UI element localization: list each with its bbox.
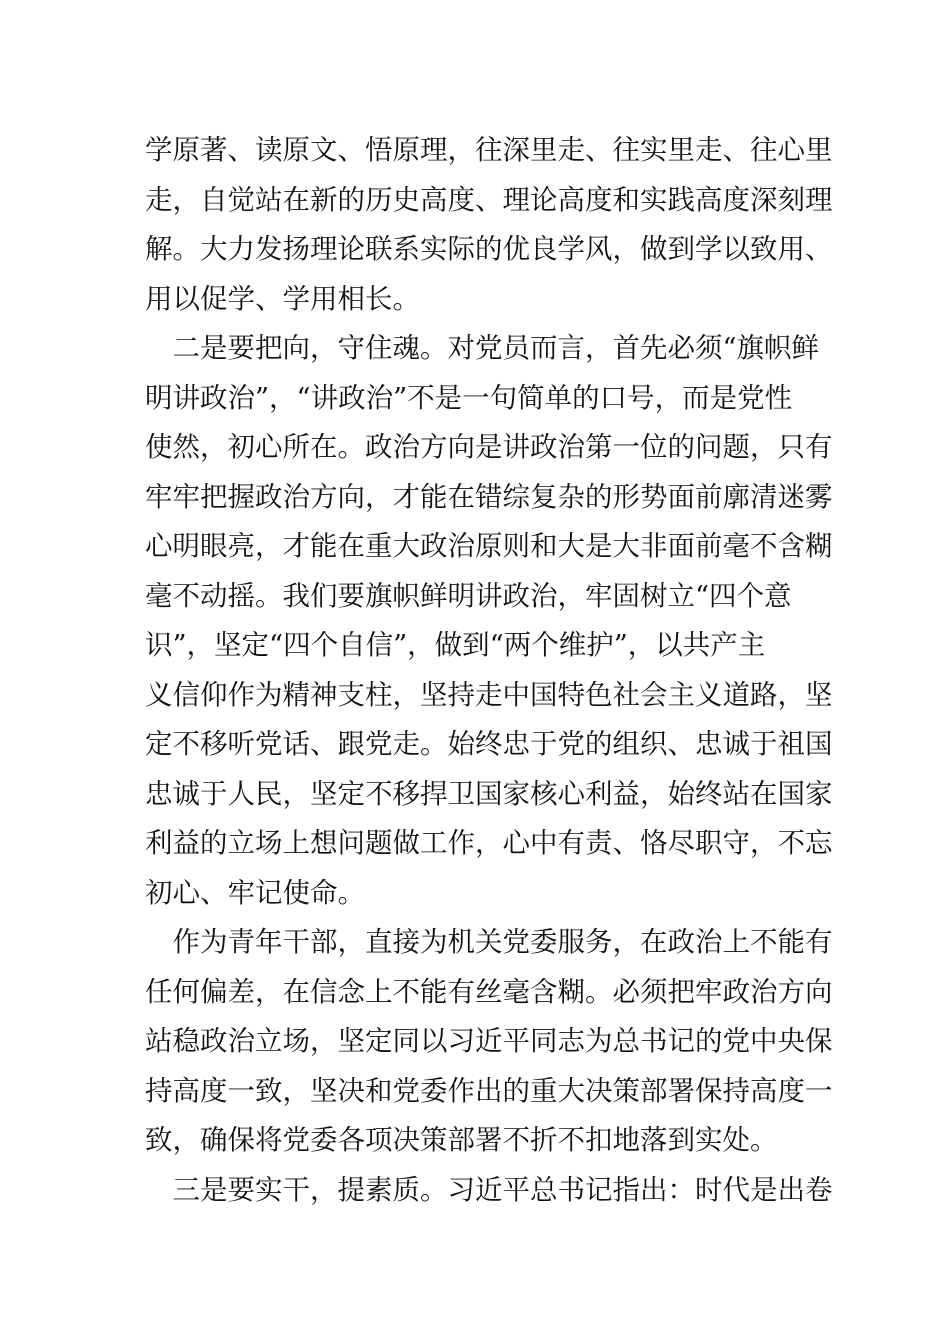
- text-line: 牢牢把握政治方向，才能在错综复杂的形势面前廓清迷雾: [145, 480, 833, 513]
- text-line: 识”，坚定“四个自信”，做到“两个维护”，以共产主: [145, 629, 766, 661]
- text-line: 明讲政治”，“讲政治”不是一句简单的口号，而是党性: [145, 381, 793, 414]
- text-line: 走，自觉站在新的历史高度、理论高度和实践高度深刻理: [145, 183, 833, 216]
- text-line: 使然，初心所在。政治方向是讲政治第一位的问题，只有: [145, 431, 833, 463]
- text-line: 作为青年干部，直接为机关党委服务，在政治上不能有: [145, 926, 833, 958]
- text-line: 三是要实干，提素质。习近平总书记指出：时代是出卷: [145, 1173, 833, 1206]
- text-line: 忠诚于人民，坚定不移捍卫国家核心利益，始终站在国家: [145, 777, 833, 810]
- text-line: 初心、牢记使命。: [145, 876, 365, 909]
- text-line: 任何偏差，在信念上不能有丝毫含糊。必须把牢政治方向: [145, 975, 833, 1008]
- text-line: 利益的立场上想问题做工作，心中有责、恪尽职守，不忘: [145, 827, 833, 859]
- text-line: 义信仰作为精神支柱，坚持走中国特色社会主义道路，坚: [145, 678, 833, 711]
- text-line: 解。大力发扬理论联系实际的优良学风，做到学以致用、: [145, 233, 833, 265]
- body-text: [145, 126, 833, 1215]
- text-line: 心明眼亮，才能在重大政治原则和大是大非面前毫不含糊: [145, 530, 833, 562]
- text-line: 用以促学、学用相长。: [145, 282, 420, 315]
- text-line: 二是要把向，守住魂。对党员而言，首先必须“旗帜鲜: [145, 332, 820, 364]
- text-line: 毫不动摇。我们要旗帜鲜明讲政治，牢固树立“四个意: [145, 579, 792, 612]
- text-line: 站稳政治立场，坚定同以习近平同志为总书记的党中央保: [145, 1025, 833, 1057]
- text-line: 持高度一致，坚决和党委作出的重大决策部署保持高度一: [145, 1074, 833, 1107]
- text-line: 致，确保将党委各项决策部署不折不扣地落到实处。: [145, 1124, 778, 1156]
- text-line: 定不移听党话、跟党走。始终忠于党的组织、忠诚于祖国: [145, 728, 833, 760]
- text-line: 学原著、读原文、悟原理，往深里走、往实里走、往心里: [145, 134, 833, 166]
